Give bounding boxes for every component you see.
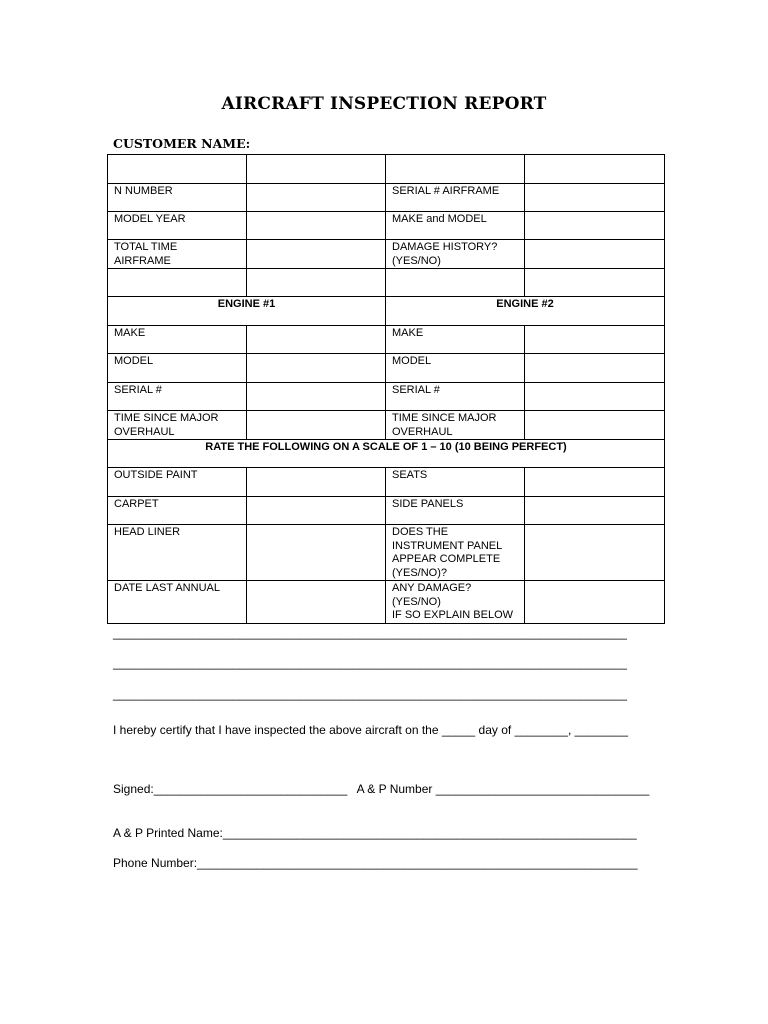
blank-field[interactable] [247,269,386,297]
explain-line-2[interactable]: _____________________________________________________________________________ [113,656,627,670]
engine2-tsmo-label [386,411,525,440]
total-time-field[interactable] [247,240,386,269]
instrument-line3: APPEAR COMPLETE [392,553,501,565]
table-row [108,440,665,468]
rating-scale-header: RATE THE FOLLOWING ON A SCALE OF 1 – 10 (10 BEING PERFECT) [108,440,665,468]
head-liner-field[interactable] [247,525,386,581]
damage-history-label [386,240,525,269]
blank-field[interactable] [525,269,665,297]
model-year-label: MODEL YEAR [108,212,247,240]
instrument-line2: INSTRUMENT PANEL [392,539,503,552]
printed-name-line[interactable]: A & P Printed Name:______________________________________________________________ [113,826,637,840]
head-liner-label: HEAD LINER [108,525,247,581]
side-panels-label: SIDE PANELS [386,497,525,525]
seats-field[interactable] [525,468,665,497]
table-row [108,184,665,212]
signature-line[interactable]: Signed:_____________________________ A & P Number ________________________________ [113,782,650,796]
table-row [108,326,665,354]
carpet-label: CARPET [108,497,247,525]
customer-name-label: CUSTOMER NAME: [113,136,251,151]
damage-history-line1: DAMAGE HISTORY? [392,241,498,253]
table-row [108,297,665,326]
table-row [108,383,665,411]
serial-airframe-field[interactable] [525,184,665,212]
table-row [108,240,665,269]
outside-paint-label: OUTSIDE PAINT [108,468,247,497]
engine2-header: ENGINE #2 [386,297,665,326]
n-number-field[interactable] [247,184,386,212]
instrument-line1: DOES THE [392,526,449,538]
side-panels-field[interactable] [525,497,665,525]
any-damage-line2: IF SO EXPLAIN BELOW [392,609,514,621]
instrument-line4: (YES/NO)? [392,566,448,579]
engine1-header: ENGINE #1 [108,297,386,326]
customer-name-field[interactable] [108,155,247,184]
any-damage-line1: ANY DAMAGE? (YES/NO) [392,582,472,608]
inspection-table [107,154,665,624]
table-row [108,581,665,624]
make-model-label: MAKE and MODEL [386,212,525,240]
report-title: AIRCRAFT INSPECTION REPORT [221,94,547,114]
engine1-make-field[interactable] [247,326,386,354]
total-time-label [108,240,247,269]
phone-number-line[interactable]: Phone Number:__________________________________________________________________ [113,856,638,870]
damage-history-field[interactable] [525,240,665,269]
customer-name-field[interactable] [525,155,665,184]
customer-name-field[interactable] [386,155,525,184]
any-damage-label [386,581,525,624]
engine2-model-label: MODEL [386,354,525,383]
engine1-tsmo-field[interactable] [247,411,386,440]
table-row [108,525,665,581]
engine2-model-field[interactable] [525,354,665,383]
certification-statement[interactable]: I hereby certify that I have inspected the above aircraft on the _____ day of ________, ________ [113,723,629,737]
tsmo-line1: TIME SINCE MAJOR [114,412,219,424]
blank-field[interactable] [108,269,247,297]
table-row [108,497,665,525]
outside-paint-field[interactable] [247,468,386,497]
n-number-label: N NUMBER [108,184,247,212]
instrument-panel-field[interactable] [525,525,665,581]
date-last-annual-field[interactable] [247,581,386,624]
carpet-field[interactable] [247,497,386,525]
table-row [108,354,665,383]
damage-history-line2: (YES/NO) [392,254,441,267]
serial-airframe-label: SERIAL # AIRFRAME [386,184,525,212]
customer-name-field[interactable] [247,155,386,184]
date-last-annual-label: DATE LAST ANNUAL [108,581,247,624]
make-model-field[interactable] [525,212,665,240]
table-row [108,212,665,240]
engine2-make-label: MAKE [386,326,525,354]
tsmo-line1: TIME SINCE MAJOR [392,412,497,424]
table-row [108,155,665,184]
explain-line-3[interactable]: _____________________________________________________________________________ [113,687,627,701]
engine1-serial-label: SERIAL # [108,383,247,411]
instrument-panel-label [386,525,525,581]
engine1-tsmo-label [108,411,247,440]
total-time-line2: AIRFRAME [114,254,171,267]
engine2-serial-field[interactable] [525,383,665,411]
engine1-model-field[interactable] [247,354,386,383]
table-row [108,411,665,440]
table-row [108,269,665,297]
engine2-tsmo-field[interactable] [525,411,665,440]
table-row [108,468,665,497]
explain-line-1[interactable]: _____________________________________________________________________________ [113,626,627,640]
engine2-serial-label: SERIAL # [386,383,525,411]
any-damage-field[interactable] [525,581,665,624]
tsmo-line2: OVERHAUL [114,425,175,438]
engine1-model-label: MODEL [108,354,247,383]
seats-label: SEATS [386,468,525,497]
engine2-make-field[interactable] [525,326,665,354]
blank-field[interactable] [386,269,525,297]
total-time-line1: TOTAL TIME [114,241,178,253]
model-year-field[interactable] [247,212,386,240]
tsmo-line2: OVERHAUL [392,425,453,438]
engine1-serial-field[interactable] [247,383,386,411]
engine1-make-label: MAKE [108,326,247,354]
